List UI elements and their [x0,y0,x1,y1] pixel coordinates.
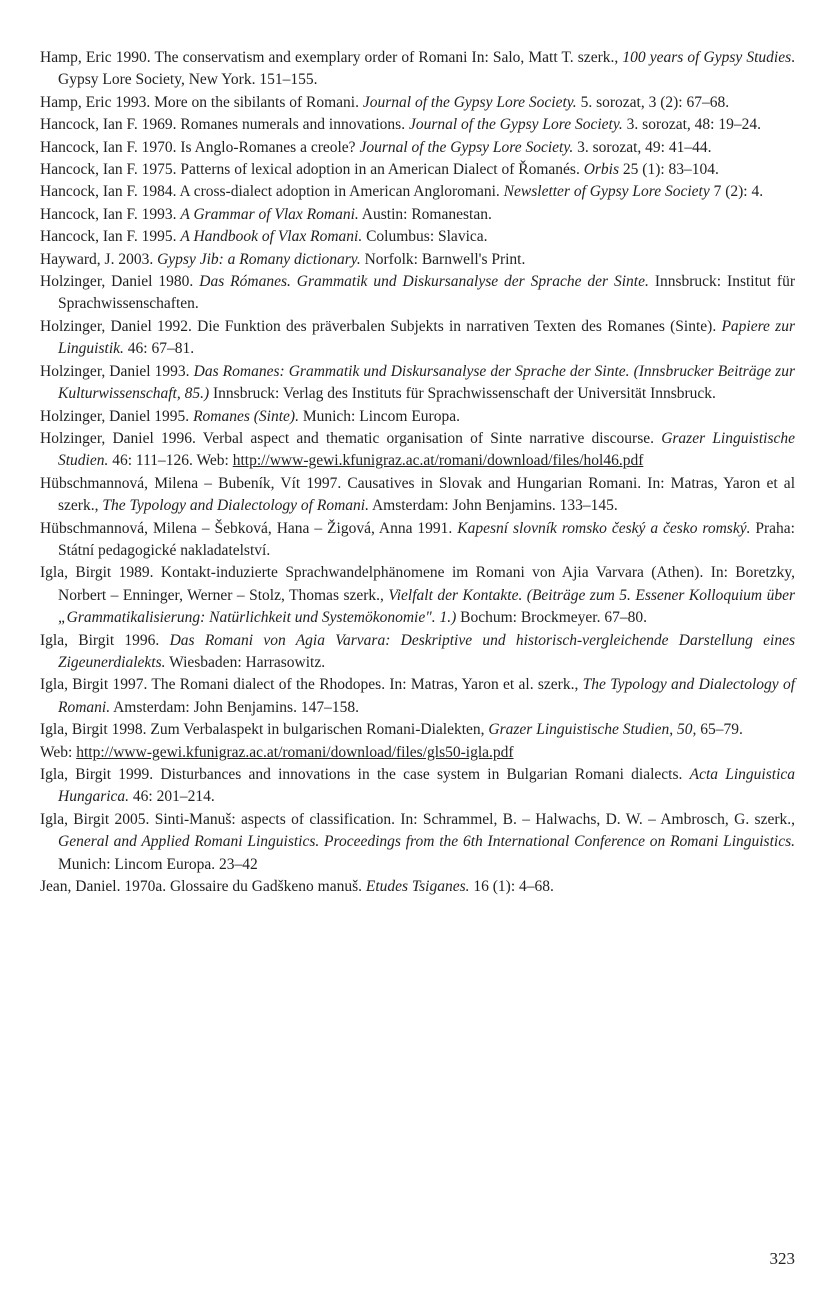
reference-text: Hancock, Ian F. 1975. Patterns of lexical adoption in an American Dialect of Řomanés. [40,161,584,179]
reference-title: Journal of the Gypsy Lore Society. [362,93,577,111]
reference-text: Igla, Birgit 1999. Disturbances and innovations in the case system in Bulgarian Romani dialects. [40,766,690,783]
reference-text: Hancock, Ian F. 1970. Is Anglo-Romanes a creole? [40,138,360,156]
reference-text: Hübschmannová, Milena – Bubeník, Vít 1997. Causatives in Slovak and Hungarian Romani. In: Matras, Yaron et al szerk., [40,474,795,515]
reference-title: Etudes Tsiganes. [365,878,470,896]
reference-text: Holzinger, Daniel 1993. [40,362,194,380]
reference-title: Romanes (Sinte). [193,407,299,425]
reference-title: Grazer Linguistische Studien. [58,429,795,470]
reference-text: Web: [40,743,77,761]
reference-text: Igla, Birgit 1996. [40,631,170,649]
reference-entry [40,114,795,136]
reference-title: Orbis [583,161,620,179]
reference-text: Hancock, Ian F. 1969. Romanes numerals and innovations. [40,116,409,134]
reference-text: Innsbruck: Institut für Sprachwissenschaften. [58,273,795,313]
reference-text: Columbus: Slavica. [362,228,488,246]
reference-text: Praha: Státní pedagogické nakladatelství. [58,519,795,559]
reference-title: 100 years of Gypsy Studies [622,49,792,66]
reference-title: The Typology and Dialectology of Romani. [102,497,369,515]
reference-list [40,47,795,898]
reference-text: Norfolk: Barnwell's Print. [360,250,526,268]
reference-entry [40,630,795,675]
reference-entry [40,742,795,764]
reference-text: Holzinger, Daniel 1996. Verbal aspect and thematic organisation of Sinte narrative discourse. [40,429,662,447]
reference-entry [40,876,795,898]
reference-text: Innsbruck: Verlag des Instituts für Sprachwissenschaft der Universität Innsbruck. [209,385,716,403]
reference-title: Newsletter of Gypsy Lore Society [503,183,710,201]
reference-text: Austin: Romanestan. [358,205,492,223]
reference-entry [40,204,795,226]
reference-entry [40,137,795,159]
reference-entry [40,764,795,809]
reference-title: A Grammar of Vlax Romani. [180,205,359,223]
reference-text: 3. sorozat, 49: 41–44. [573,138,712,156]
reference-text: 3. sorozat, 48: 19–24. [622,116,761,134]
reference-title: Vielfalt der Kontakte. (Beiträge zum 5. Essener Kolloquium über „Grammatikalisierung: Natürlichkeit und Systemökonomie". 1.) [58,586,796,627]
reference-text: 46: 111–126. Web: [108,452,233,470]
reference-entry [40,428,795,473]
reference-entry [40,473,795,518]
reference-entry [40,181,795,203]
reference-entry [40,809,795,876]
page-number: 323 [769,1249,795,1268]
reference-title: A Handbook of Vlax Romani. [180,228,363,246]
reference-entry [40,674,795,719]
reference-text: Igla, Birgit 1989. Kontakt-induzierte Sprachwandelphänomene im Romani von Ajia Varvara (Athen). In: Boretzky, Norbert – Enninger, Werner – Stolz, Thomas szerk., [40,564,795,604]
reference-text: Igla, Birgit 1998. Zum Verbalaspekt in bulgarischen Romani-Dialekten, [40,721,489,739]
reference-text: 5. sorozat, 3 (2): 67–68. [576,93,730,111]
reference-title: Gypsy Jib: a Romany dictionary. [157,250,361,268]
reference-text: Wiesbaden: Harrasowitz. [165,653,326,671]
reference-text: Hayward, J. 2003. [40,250,158,268]
reference-title: General and Applied Romani Linguistics. Proceedings from the 6th International Conference on Romani Linguistics. [58,833,795,851]
reference-text: 65–79. [696,721,743,739]
reference-text: Holzinger, Daniel 1980. [40,273,200,291]
reference-text: Hancock, Ian F. 1993. [40,205,181,223]
reference-title: Journal of the Gypsy Lore Society. [408,116,623,134]
reference-text: Amsterdam: John Benjamins. 147–158. [110,698,359,716]
reference-title: Das Rómanes. Grammatik und Diskursanalyse der Sprache der Sinte. [199,273,649,291]
reference-text: . Gypsy Lore Society, New York. 151–155. [58,49,796,89]
reference-text: 7 (2): 4. [709,183,764,201]
reference-link[interactable]: http://www-gewi.kfunigraz.ac.at/romani/download/files/gls50-igla.pdf [76,743,514,761]
reference-entry [40,47,795,92]
reference-entry [40,562,795,629]
reference-entry [40,316,795,361]
reference-text: Holzinger, Daniel 1992. Die Funktion des präverbalen Subjekts in narrativen Texten des Romanes (Sinte). [40,317,722,335]
reference-text: 46: 67–81. [123,340,195,358]
reference-entry [40,159,795,181]
reference-text: Holzinger, Daniel 1995. [40,407,194,425]
reference-entry [40,92,795,114]
reference-title: Kapesní slovník romsko český a česko romský. [457,519,751,537]
reference-text: Hancock, Ian F. 1995. [40,228,181,246]
reference-text: Amsterdam: John Benjamins. 133–145. [368,497,618,515]
reference-title: Journal of the Gypsy Lore Society. [359,138,574,156]
reference-title: Das Romanes: Grammatik und Diskursanalyse der Sprache der Sinte. (Innsbrucker Beiträge zur Kulturwissenschaft, 85.) [58,362,795,403]
reference-text: Hamp, Eric 1993. More on the sibilants of Romani. [40,93,363,111]
reference-title: Grazer Linguistische Studien, 50, [488,721,697,739]
reference-title: Papiere zur Linguistik. [58,317,795,358]
reference-title: The Typology and Dialectology of Romani. [58,676,795,716]
reference-text: Igla, Birgit 1997. The Romani dialect of the Rhodopes. In: Matras, Yaron et al. szerk., [40,676,583,694]
reference-text: Hamp, Eric 1990. The conservatism and exemplary order of Romani In: Salo, Matt T. szerk., [40,49,623,66]
reference-entry [40,361,795,406]
reference-entry [40,249,795,271]
reference-entry [40,518,795,563]
reference-entry [40,719,795,741]
reference-text: Hübschmannová, Milena – Šebková, Hana – Žigová, Anna 1991. [40,519,458,537]
reference-text: Munich: Lincom Europa. [298,407,460,425]
reference-text: 16 (1): 4–68. [469,878,554,896]
reference-text: Hancock, Ian F. 1984. A cross-dialect adoption in American Angloromani. [40,183,504,201]
reference-text: Igla, Birgit 2005. Sinti-Manuš: aspects of classification. In: Schrammel, B. – Halwachs, D. W. – Ambrosch, G. szerk., [40,810,795,828]
reference-text: 25 (1): 83–104. [619,161,719,179]
reference-text: Bochum: Brockmeyer. 67–80. [456,609,647,627]
reference-entry [40,271,795,316]
reference-text: Munich: Lincom Europa. 23–42 [58,855,258,873]
reference-link[interactable]: http://www-gewi.kfunigraz.ac.at/romani/download/files/hol46.pdf [232,452,644,470]
reference-text: Jean, Daniel. 1970a. Glossaire du Gadškeno manuš. [40,878,366,896]
reference-entry [40,406,795,428]
reference-title: Acta Linguistica Hungarica. [58,766,796,806]
reference-entry [40,226,795,248]
reference-title: Das Romani von Agia Varvara: Deskriptive und historisch-vergleichende Darstellung eines Zigeunerdialekts. [58,631,795,671]
reference-text: 46: 201–214. [129,788,215,806]
